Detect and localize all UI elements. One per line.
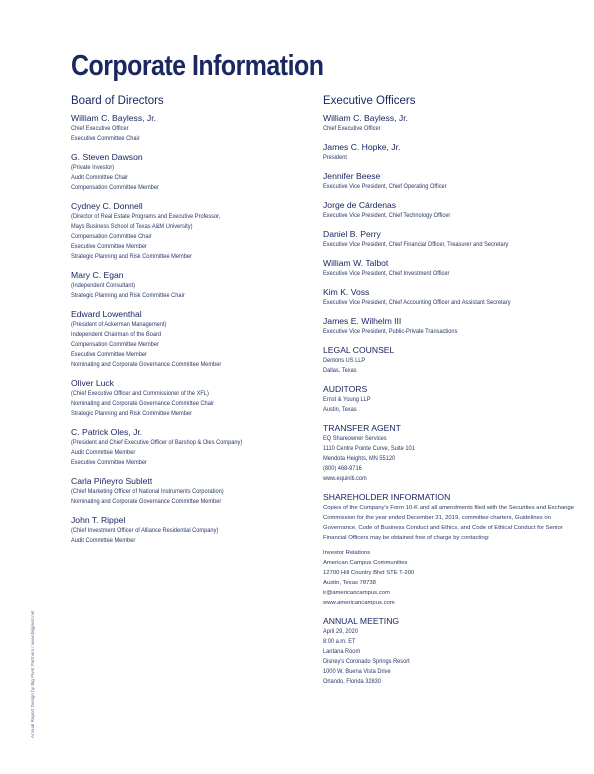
person-role: Nominating and Corporate Governance Committee Chair [71,400,215,407]
person-entry [71,152,321,193]
person-entry [323,316,583,337]
info-heading: TRANSFER AGENT [323,423,401,433]
person-entry [323,287,583,308]
person-role: Executive Vice President, Chief Technology Officer [323,212,451,219]
info-line: Mendota Heights, MN 55120 [323,455,396,462]
person-entry [71,427,321,468]
person-role: Chief Executive Officer [71,125,129,132]
person-name: Jennifer Beese [323,171,381,181]
person-name: Mary C. Egan [71,270,124,280]
person-role: (Private Investor) [71,164,115,171]
person-entry [323,200,583,221]
person-role: Executive Vice President, Public-Private Transactions [323,328,458,335]
person-name: James C. Hopke, Jr. [323,142,401,152]
person-role: Independent Chairman of the Board [71,331,162,338]
person-role: Executive Vice President, Chief Financial Officer, Treasurer and Secretary [323,241,509,248]
person-role: Mays Business School of Texas A&M University) [71,223,193,230]
person-role: Executive Committee Chair [71,135,140,142]
info-line: Ernst & Young LLP [323,396,371,403]
info-line: EQ Shareowner Services [323,435,387,442]
person-role: Chief Executive Officer [323,125,381,132]
shareholder-contact-line: 12700 Hill Country Blvd STE T-200 [323,570,415,576]
person-entry [71,515,321,546]
person-role: (President and Chief Executive Officer of Barshop & Oles Company) [71,439,243,446]
person-name: Carla Piñeyro Sublett [71,476,153,486]
person-entry [71,201,321,262]
person-role: Strategic Planning and Risk Committee Member [71,410,192,417]
info-line: Dentons US LLP [323,357,366,364]
meeting-heading: ANNUAL MEETING [323,616,400,626]
person-role: (Chief Marketing Officer of National Instruments Corporation) [71,488,224,495]
officer-list [323,113,583,337]
person-role: Strategic Planning and Risk Committee Chair [71,292,185,299]
person-name: Oliver Luck [71,378,114,388]
person-role: Executive Vice President, Chief Operating Officer [323,183,447,190]
person-role: Executive Vice President, Chief Investment Officer [323,270,450,277]
board-list [71,113,321,546]
person-role: Audit Committee Chair [71,174,129,181]
person-role: Audit Committee Member [71,449,136,456]
page-title: Corporate Information [71,50,324,82]
person-role: (Independent Consultant) [71,282,135,289]
person-entry [323,113,583,134]
info-heading: AUDITORS [323,384,368,394]
meeting-block [323,616,583,687]
shareholder-contact-line: American Campus Communities [323,560,408,566]
person-role: Executive Committee Member [71,243,147,250]
person-role: (President of Ackerman Management) [71,321,167,328]
person-entry [71,113,321,144]
info-list [323,345,583,484]
person-name: Edward Lowenthal [71,309,142,319]
officers-heading: Executive Officers [323,95,416,107]
person-name: James E. Wilhelm III [323,316,402,326]
person-role: Compensation Committee Chair [71,233,152,240]
officers-column [323,95,583,695]
board-column [71,95,321,554]
shareholder-contact [323,548,583,608]
person-name: Daniel B. Perry [323,229,381,239]
person-role: Compensation Committee Member [71,341,159,348]
person-name: William C. Bayless, Jr. [71,113,156,123]
person-role: Executive Committee Member [71,459,147,466]
person-entry [323,229,583,250]
person-name: G. Steven Dawson [71,152,143,162]
info-block [323,345,583,376]
person-name: John T. Rippel [71,515,126,525]
meeting-line: Orlando, Florida 32830 [323,678,381,685]
person-role: Nominating and Corporate Governance Committee Member [71,498,222,505]
person-entry [71,476,321,507]
person-entry [323,142,583,163]
person-entry [323,258,583,279]
shareholder-heading: SHAREHOLDER INFORMATION [323,492,451,502]
person-role: Strategic Planning and Risk Committee Member [71,253,192,260]
info-line: (800) 468-9716 [323,465,362,472]
info-line: www.equiniti.com [323,475,367,482]
person-name: William C. Bayless, Jr. [323,113,408,123]
person-entry [323,171,583,192]
meeting-line: 1000 W. Buena Vista Drive [323,668,391,675]
person-role: Compensation Committee Member [71,184,159,191]
info-line: Dallas, Texas [323,367,357,374]
shareholder-contact-line: www.americancampus.com [323,600,395,606]
person-role: (Chief Executive Officer and Commissioner of the XFL) [71,390,209,397]
person-role: (Chief Investment Officer of Alliance Residential Company) [71,527,219,534]
design-credit: Annual Report Design by Big Pivot Partners / www.bigpivot.net [30,610,35,738]
meeting-line: Lantana Room [323,648,361,655]
person-name: Jorge de Cárdenas [323,200,397,210]
person-entry [71,378,321,419]
shareholder-paragraph: Copies of the Company's Form 10-K and all amendments filed with the Securities and Exchange Commission for the year ended December 31, 2019, committee charters, Guidelines on Governance, Code of Business Conduct and Ethics, and Code of Ethical Conduct for Senior Financial Officers may be obtained free of charge by contacting: [323,505,574,541]
person-entry [71,309,321,370]
shareholder-contact-line: ir@americancampus.com [323,590,390,596]
meeting-line: April 29, 2020 [323,628,358,635]
person-role: Executive Committee Member [71,351,147,358]
meeting-details [323,627,583,687]
shareholder-contact-line: Investor Relations [323,550,371,556]
person-entry [71,270,321,301]
person-role: (Director of Real Estate Programs and Executive Professor, [71,213,221,220]
person-role: Executive Vice President, Chief Accounting Officer and Assistant Secretary [323,299,511,306]
person-role: President [323,154,347,161]
shareholder-block [323,492,583,608]
info-block [323,423,583,484]
person-role: Audit Committee Member [71,537,136,544]
info-block [323,384,583,415]
person-name: William W. Talbot [323,258,389,268]
info-line: Austin, Texas [323,406,357,413]
person-name: C. Patrick Oles, Jr. [71,427,143,437]
shareholder-contact-line: Austin, Texas 78738 [323,580,376,586]
person-name: Kim K. Voss [323,287,370,297]
person-role: Nominating and Corporate Governance Committee Member [71,361,222,368]
person-name: Cydney C. Donnell [71,201,143,211]
meeting-line: Disney's Coronado Springs Resort [323,658,410,665]
info-heading: LEGAL COUNSEL [323,345,395,355]
info-line: 1110 Centre Pointe Curve, Suite 101 [323,445,415,452]
meeting-line: 8:00 a.m. ET [323,638,356,645]
board-heading: Board of Directors [71,95,164,107]
